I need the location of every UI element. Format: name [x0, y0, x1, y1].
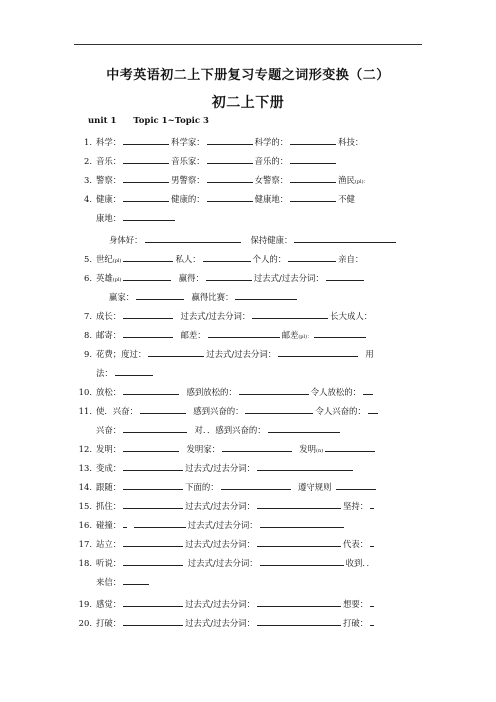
answer-blank[interactable]: [370, 598, 374, 607]
answer-blank[interactable]: [123, 481, 183, 490]
answer-blank[interactable]: [290, 136, 336, 145]
exercise-item-4: 4. 健康： 健康的： 健康地： 不健: [84, 194, 355, 204]
exercise-item-13: 13. 变成： 过去式/过去分词：: [78, 462, 430, 474]
answer-blank[interactable]: [148, 348, 204, 357]
exercise-item-17: 17. 站立： 过去式/过去分词： 代表：: [78, 538, 430, 550]
answer-blank[interactable]: [206, 272, 252, 281]
answer-blank[interactable]: [257, 462, 353, 471]
exercise-item-1: 1. 科学： 科学家： 科学的： 科技：: [84, 137, 364, 147]
answer-blank[interactable]: [325, 443, 375, 452]
answer-blank[interactable]: [257, 500, 341, 509]
answer-blank[interactable]: [290, 155, 336, 164]
answer-blank[interactable]: [123, 519, 127, 528]
exercise-item-18-cont: 来信：: [78, 576, 430, 588]
answer-blank[interactable]: [252, 310, 328, 319]
answer-blank[interactable]: [123, 136, 169, 145]
answer-blank[interactable]: [123, 617, 183, 626]
exercise-item-6: 6. 英雄(pl) 赢得： 过去式/过去分词：: [78, 272, 430, 286]
answer-blank[interactable]: [123, 155, 169, 164]
answer-blank[interactable]: [123, 212, 175, 221]
answer-blank[interactable]: [207, 155, 253, 164]
answer-blank[interactable]: [123, 557, 183, 566]
answer-blank[interactable]: [123, 576, 149, 585]
answer-blank[interactable]: [222, 443, 292, 452]
answer-blank[interactable]: [123, 174, 169, 183]
exercise-item-7: 7. 成长： 过去式/过去分词： 长大成人：: [84, 311, 373, 321]
answer-blank[interactable]: [257, 598, 341, 607]
answer-blank[interactable]: [123, 386, 179, 395]
answer-blank[interactable]: [370, 538, 374, 547]
answer-blank[interactable]: [123, 462, 183, 471]
exercise-item-11: 11. 使．兴奋： 感到兴奋的： 令人兴奋的：: [78, 405, 430, 417]
answer-blank[interactable]: [123, 500, 183, 509]
exercise-item-11-cont: 兴奋： 对．．感到兴奋的：: [78, 424, 430, 436]
answer-blank[interactable]: [260, 519, 344, 528]
answer-blank[interactable]: [288, 253, 336, 262]
answer-blank[interactable]: [294, 234, 396, 243]
answer-blank[interactable]: [363, 386, 373, 395]
answer-blank[interactable]: [123, 253, 173, 262]
exercise-item-15: 15. 抓住： 过去式/过去分词： 坚持：: [78, 500, 430, 512]
answer-blank[interactable]: [134, 519, 186, 528]
topic-label: Topic 1~Topic 3: [133, 116, 209, 126]
document-title: 中考英语初二上下册复习专题之词形变换（二）: [106, 68, 390, 83]
exercise-item-12: 12. 发明： 发明家： 发明(n): [78, 443, 430, 457]
exercise-item-4-cont: 康地：: [78, 212, 430, 224]
answer-blank[interactable]: [235, 291, 297, 300]
exercise-item-8: 8. 邮寄： 邮差： 邮差(pl)：: [78, 329, 430, 343]
answer-blank[interactable]: [314, 329, 366, 338]
answer-blank[interactable]: [140, 405, 186, 414]
exercise-item-9: 9. 花费；度过： 过去式/过去分词： 用: [84, 349, 374, 359]
unit-label: unit 1: [88, 116, 117, 126]
unit-heading: [88, 116, 223, 126]
document-subtitle: 初二上下册: [211, 95, 285, 111]
answer-blank[interactable]: [268, 424, 340, 433]
answer-blank[interactable]: [221, 481, 291, 490]
exercise-item-4b: 身体好： 保持健康：: [78, 234, 443, 246]
answer-blank[interactable]: [370, 617, 374, 626]
answer-blank[interactable]: [136, 291, 184, 300]
answer-blank[interactable]: [207, 193, 253, 202]
answer-blank[interactable]: [123, 538, 183, 547]
answer-blank[interactable]: [208, 329, 280, 338]
exercise-item-16: 16. 碰撞： 过去式/过去分词：: [78, 519, 430, 531]
answer-blank[interactable]: [245, 405, 313, 414]
exercise-item-3: 3. 警察： 男警察： 女警察： 渔民(pl)：: [84, 175, 369, 185]
answer-blank[interactable]: [123, 329, 173, 338]
exercise-item-10: 10. 放松： 感到放松的： 令人放松的：: [78, 386, 430, 398]
exercise-item-9-cont: 法：: [78, 367, 430, 379]
header-rule: [74, 44, 422, 45]
answer-blank[interactable]: [370, 500, 374, 509]
answer-blank[interactable]: [145, 234, 241, 243]
answer-blank[interactable]: [123, 193, 169, 202]
exercise-item-6b: 赢家： 赢得比赛：: [78, 291, 443, 303]
answer-blank[interactable]: [123, 272, 171, 281]
answer-blank[interactable]: [115, 367, 153, 376]
answer-blank[interactable]: [123, 310, 173, 319]
answer-blank[interactable]: [336, 481, 376, 490]
answer-blank[interactable]: [326, 272, 364, 281]
answer-blank[interactable]: [239, 386, 309, 395]
answer-blank[interactable]: [123, 443, 179, 452]
exercise-item-5: 5. 世纪(pl) 私人： 个人的： 亲自：: [84, 254, 364, 264]
answer-blank[interactable]: [290, 193, 336, 202]
exercise-item-20: 20. 打破： 过去式/过去分词： 打破：: [78, 617, 430, 629]
answer-blank[interactable]: [290, 174, 336, 183]
answer-blank[interactable]: [260, 557, 344, 566]
answer-blank[interactable]: [207, 136, 253, 145]
exercise-item-2: 2. 音乐： 音乐家： 音乐的：: [78, 155, 430, 167]
answer-blank[interactable]: [207, 174, 253, 183]
exercise-item-18: 18. 听说： 过去式/过去分词： 收到．．: [78, 558, 375, 568]
answer-blank[interactable]: [278, 348, 358, 357]
answer-blank[interactable]: [203, 253, 251, 262]
answer-blank[interactable]: [123, 424, 187, 433]
answer-blank[interactable]: [368, 405, 378, 414]
exercise-item-14: 14. 跟随： 下面的： 遵守规则: [78, 481, 430, 493]
answer-blank[interactable]: [257, 538, 341, 547]
answer-blank[interactable]: [123, 598, 183, 607]
answer-blank[interactable]: [257, 617, 341, 626]
exercise-item-19: 19. 感觉： 过去式/过去分词： 想要：: [78, 598, 430, 610]
